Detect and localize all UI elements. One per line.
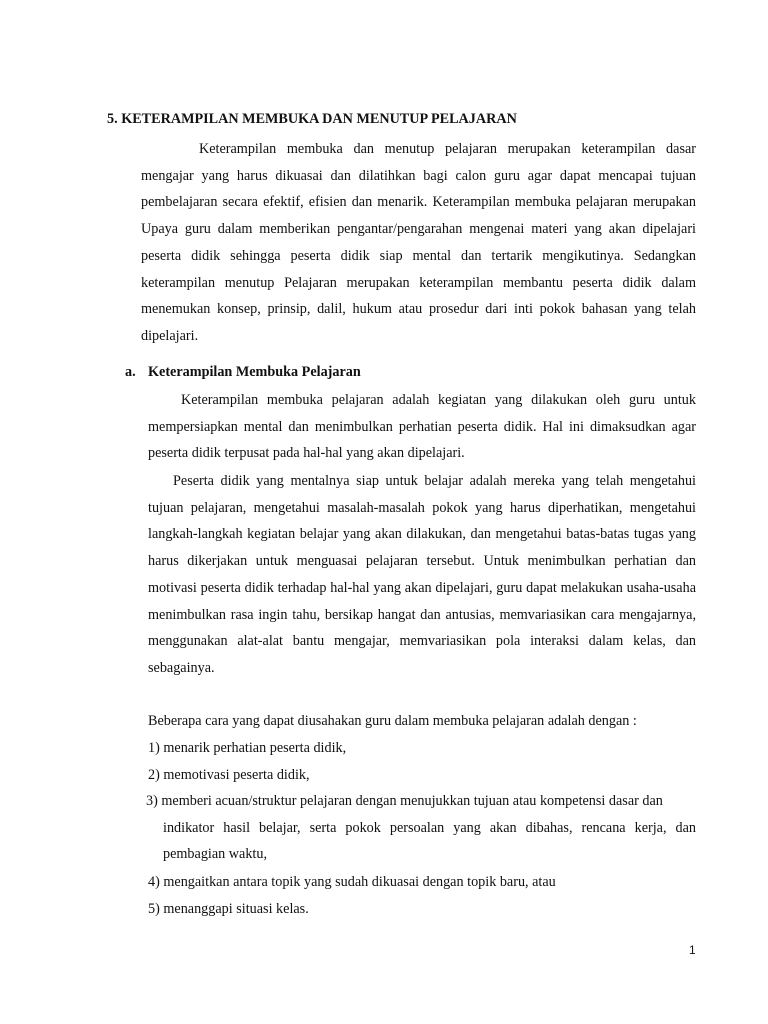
subsection-paragraph-2: [148, 468, 696, 682]
section-heading: 5. KETERAMPILAN MEMBUKA DAN MENUTUP PELAJARAN: [107, 111, 517, 127]
list-item: 5) menanggapi situasi kelas.: [148, 901, 309, 917]
list-intro: Beberapa cara yang dapat diusahakan guru dalam membuka pelajaran adalah dengan :: [148, 713, 637, 729]
list-item-line: 3) memberi acuan/struktur pelajaran dengan menujukkan tujuan atau kompetensi dasar dan: [146, 793, 663, 809]
list-item: 2) memotivasi peserta didik,: [148, 767, 310, 783]
subsection-marker: a.: [125, 364, 136, 380]
subsection-paragraph-1-text: Keterampilan membuka pelajaran adalah kegiatan yang dilakukan oleh guru untuk mempersiapkan mental dan menimbulkan perhatian peserta didik. Hal ini dimaksudkan agar peserta didik terpusat pada hal-hal yang akan dipelajari.: [148, 392, 696, 462]
list-item-continuation: indikator hasil belajar, serta pokok persoalan yang akan dibahas, rencana kerja, dan pembagian waktu,: [163, 819, 696, 863]
intro-paragraph: [141, 136, 696, 350]
page-number: 1: [689, 943, 696, 957]
subsection-paragraph-1: [148, 387, 696, 467]
list-item: [146, 788, 696, 868]
intro-paragraph-text: Keterampilan membuka dan menutup pelajaran merupakan keterampilan dasar mengajar yang harus dikuasai dan dilatihkan bagi calon guru agar dapat mencapai tujuan pembelajaran secara efektif, efisien dan menarik. Keterampilan membuka pelajaran merupakan Upaya guru dalam memberikan pengantar/pengarahan mengenai materi yang akan dipelajari peserta didik sehingga peserta didik siap mental dan tertarik mengikutinya. Sedangkan keterampilan menutup Pelajaran merupakan keterampilan membantu peserta didik dalam menemukan konsep, prinsip, dalil, hukum atau prosedur dari inti pokok bahasan yang telah dipelajari.: [141, 141, 696, 344]
subsection-title: Keterampilan Membuka Pelajaran: [148, 364, 361, 380]
subsection-paragraph-2-text: Peserta didik yang mentalnya siap untuk belajar adalah mereka yang telah mengetahui tujuan pelajaran, mengetahui masalah-masalah pokok yang harus diperhatikan, mengetahui langkah-langkah kegiatan belajar yang akan dilakukan, dan mengetahui batas-batas tugas yang harus dikerjakan untuk menguasai pelajaran tersebut. Untuk menimbulkan perhatian dan motivasi peserta didik terhadap hal-hal yang akan dipelajari, guru dapat melakukan usaha-usaha menimbulkan rasa ingin tahu, bersikap hangat dan antusias, memvariasikan cara mengajarnya, menggunakan alat-alat bantu mengajar, memvariasikan pola interaksi dalam kelas, dan sebagainya.: [148, 473, 696, 676]
list-item: 1) menarik perhatian peserta didik,: [148, 740, 347, 756]
list-item: 4) mengaitkan antara topik yang sudah dikuasai dengan topik baru, atau: [148, 874, 556, 890]
